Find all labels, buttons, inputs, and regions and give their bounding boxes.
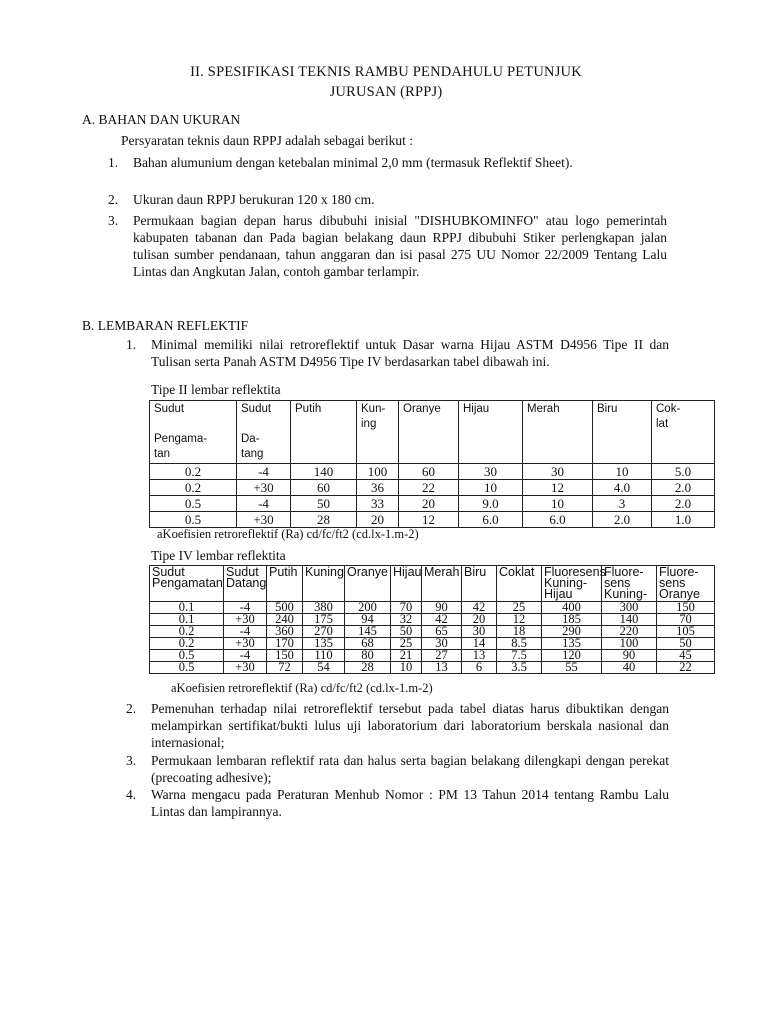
table-cell: 360 <box>267 626 303 638</box>
table-cell: 7.5 <box>497 650 542 662</box>
table-cell: 25 <box>391 638 422 650</box>
section-b-heading: B. LEMBARAN REFLEKTIF <box>82 318 249 333</box>
table-cell: 0.2 <box>150 638 224 650</box>
table-cell: +30 <box>224 638 267 650</box>
table-cell: 28 <box>291 512 357 528</box>
table-cell: 140 <box>602 614 657 626</box>
table-cell: 90 <box>602 650 657 662</box>
table-cell: 10 <box>391 662 422 674</box>
table-cell: 45 <box>657 650 715 662</box>
table-cell: 30 <box>462 626 497 638</box>
table-cell: 100 <box>357 464 399 480</box>
table-cell: 105 <box>657 626 715 638</box>
table2-footnote: aKoefisien retroreflektif (Ra) cd/fc/ft2 (cd.lx-1.m-2) <box>171 681 433 695</box>
item-a3-number: 3. <box>108 213 119 228</box>
table1-footnote: aKoefisien retroreflektif (Ra) cd/fc/ft2 (cd.lx-1.m-2) <box>157 527 419 541</box>
table2-header-cell: Sudut Datang <box>224 566 267 602</box>
table-cell: 0.1 <box>150 614 224 626</box>
table-cell: 40 <box>602 662 657 674</box>
table1-header-cell: Cok- lat <box>652 401 715 464</box>
item-a1-text: Bahan alumunium dengan ketebalan minimal 2,0 mm (termasuk Reflektif Sheet). <box>133 155 573 170</box>
title-line-1: II. SPESIFIKASI TEKNIS RAMBU PENDAHULU PETUNJUK <box>190 64 582 80</box>
item-b3-text: Permukaan lembaran reflektif rata dan halus serta bagian belakang dilengkapi dengan perekat (precoating adhesive); <box>151 753 669 785</box>
item-a2-text: Ukuran daun RPPJ berukuran 120 x 180 cm. <box>133 192 375 207</box>
table-cell: 8.5 <box>497 638 542 650</box>
table-cell: 33 <box>357 496 399 512</box>
table2-header-cell: Sudut Pengamatan <box>150 566 224 602</box>
table-cell: 6.0 <box>523 512 593 528</box>
table-cell: 240 <box>267 614 303 626</box>
table-cell: 36 <box>357 480 399 496</box>
table-cell: 140 <box>291 464 357 480</box>
table-cell: 150 <box>657 602 715 614</box>
table-row <box>150 496 715 512</box>
table-cell: 42 <box>422 614 462 626</box>
tipe-ii-table <box>149 400 715 528</box>
section-a-heading: A. BAHAN DAN UKURAN <box>82 112 241 127</box>
table-cell: 380 <box>303 602 345 614</box>
table-cell: 20 <box>399 496 459 512</box>
table-cell: 145 <box>345 626 391 638</box>
table-cell: 290 <box>542 626 602 638</box>
table-cell: 30 <box>459 464 523 480</box>
table-cell: -4 <box>224 626 267 638</box>
page-title <box>80 62 692 102</box>
table-cell: 0.2 <box>150 464 237 480</box>
table-cell: 27 <box>422 650 462 662</box>
item-a2-number: 2. <box>108 192 119 207</box>
table-cell: 25 <box>497 602 542 614</box>
table-cell: 5.0 <box>652 464 715 480</box>
table2-header-cell: Oranye <box>345 566 391 602</box>
table2-caption: Tipe IV lembar reflektita <box>151 548 286 563</box>
table-cell: +30 <box>237 512 291 528</box>
table-cell: 70 <box>657 614 715 626</box>
table-cell: 6 <box>462 662 497 674</box>
table1-header-cell: Hijau <box>459 401 523 464</box>
table-cell: 12 <box>497 614 542 626</box>
table-cell: 94 <box>345 614 391 626</box>
table-cell: -4 <box>224 602 267 614</box>
table-cell: -4 <box>237 464 291 480</box>
table-row <box>150 464 715 480</box>
table1-header-cell: Sudut Pengama- tan <box>150 401 237 464</box>
table1-header-cell: Sudut Da- tang <box>237 401 291 464</box>
table-cell: 22 <box>657 662 715 674</box>
table-cell: 400 <box>542 602 602 614</box>
table-cell: 2.0 <box>593 512 652 528</box>
table-cell: 12 <box>523 480 593 496</box>
table-cell: 1.0 <box>652 512 715 528</box>
section-a-intro: Persyaratan teknis daun RPPJ adalah sebagai berikut : <box>121 133 414 148</box>
table1-header-cell: Putih <box>291 401 357 464</box>
table-cell: 135 <box>303 638 345 650</box>
table-cell: -4 <box>224 650 267 662</box>
table-cell: 170 <box>267 638 303 650</box>
table-cell: 90 <box>422 602 462 614</box>
item-b1-number: 1. <box>126 337 137 352</box>
table-cell: 270 <box>303 626 345 638</box>
table-cell: 185 <box>542 614 602 626</box>
table-cell: 30 <box>422 638 462 650</box>
item-a1-number: 1. <box>108 155 119 170</box>
table-row <box>150 480 715 496</box>
table-cell: 0.5 <box>150 496 237 512</box>
table-cell: 20 <box>462 614 497 626</box>
table-cell: 68 <box>345 638 391 650</box>
table-cell: 10 <box>593 464 652 480</box>
table-cell: 0.2 <box>150 626 224 638</box>
table2-header-cell: Fluore- sens Kuning- <box>602 566 657 602</box>
table-cell: 135 <box>542 638 602 650</box>
table-cell: 28 <box>345 662 391 674</box>
table-cell: 0.1 <box>150 602 224 614</box>
table-cell: 0.5 <box>150 662 224 674</box>
table-cell: 100 <box>602 638 657 650</box>
table-cell: 110 <box>303 650 345 662</box>
table-cell: 220 <box>602 626 657 638</box>
table-cell: 3 <box>593 496 652 512</box>
item-b3-number: 3. <box>126 753 137 768</box>
table-cell: 80 <box>345 650 391 662</box>
item-a3-text: Permukaan bagian depan harus dibubuhi inisial "DISHUBKOMINFO" atau logo pemerintah kabupaten tabanan dan Pada bagian belakang daun RPPJ dibubuhi Stiker perlengkapan jalan tulisan sumber pendanaan, tahun anggaran dan isi pasal 275 UU Nomor 22/2009 Tentang Lalu Lintas dan Angkutan Jalan, contoh gambar terlampir. <box>133 213 667 279</box>
table-cell: 21 <box>391 650 422 662</box>
table-cell: 50 <box>657 638 715 650</box>
table-cell: 72 <box>267 662 303 674</box>
table1-header-cell: Oranye <box>399 401 459 464</box>
item-b2-text: Pemenuhan terhadap nilai retroreflektif tersebut pada tabel diatas harus dibuktikan dengan melampirkan sertifikat/bukti lulus uji laboratorium dari laboratorium berskala nasional dan internasional; <box>151 701 669 750</box>
table-cell: 55 <box>542 662 602 674</box>
table-cell: 300 <box>602 602 657 614</box>
table1-header-cell: Merah <box>523 401 593 464</box>
table2-header-cell: Fluoresens Kuning- Hijau <box>542 566 602 602</box>
table-cell: 4.0 <box>593 480 652 496</box>
table-cell: 200 <box>345 602 391 614</box>
table-cell: 120 <box>542 650 602 662</box>
table-cell: 3.5 <box>497 662 542 674</box>
table1-caption: Tipe II lembar reflektita <box>151 382 281 397</box>
table-cell: 0.2 <box>150 480 237 496</box>
table2-header-cell: Coklat <box>497 566 542 602</box>
table-cell: 10 <box>523 496 593 512</box>
table2-header-cell: Kuning <box>303 566 345 602</box>
table-cell: 9.0 <box>459 496 523 512</box>
table-cell: 0.5 <box>150 650 224 662</box>
table-cell: 150 <box>267 650 303 662</box>
table1-header-row <box>150 401 715 464</box>
table-cell: 12 <box>399 512 459 528</box>
table2-header-cell: Fluore- sens Oranye <box>657 566 715 602</box>
table-cell: 20 <box>357 512 399 528</box>
item-b4-number: 4. <box>126 787 137 802</box>
title-line-2: JURUSAN (RPPJ) <box>329 84 443 100</box>
table-cell: 500 <box>267 602 303 614</box>
table1-header-cell: Biru <box>593 401 652 464</box>
table-cell: 54 <box>303 662 345 674</box>
table2-header-cell: Merah <box>422 566 462 602</box>
table-cell: 65 <box>422 626 462 638</box>
table2-header-cell: Biru <box>462 566 497 602</box>
table-cell: 13 <box>422 662 462 674</box>
item-b4-text: Warna mengacu pada Peraturan Menhub Nomor : PM 13 Tahun 2014 tentang Rambu Lalu Lintas dan lampirannya. <box>151 787 669 819</box>
table1-header-cell: Kun- ing <box>357 401 399 464</box>
table-cell: 6.0 <box>459 512 523 528</box>
table-cell: +30 <box>237 480 291 496</box>
table-cell: +30 <box>224 614 267 626</box>
item-b2-number: 2. <box>126 701 137 716</box>
table-cell: 60 <box>291 480 357 496</box>
table-cell: 14 <box>462 638 497 650</box>
table-cell: 32 <box>391 614 422 626</box>
table-cell: 10 <box>459 480 523 496</box>
table-cell: +30 <box>224 662 267 674</box>
table-cell: 13 <box>462 650 497 662</box>
table-row <box>150 662 715 674</box>
table-cell: 2.0 <box>652 496 715 512</box>
table-cell: 22 <box>399 480 459 496</box>
table-cell: 50 <box>291 496 357 512</box>
tipe-iv-table <box>149 565 715 674</box>
table-cell: 60 <box>399 464 459 480</box>
table-cell: 70 <box>391 602 422 614</box>
table-cell: -4 <box>237 496 291 512</box>
table-cell: 0.5 <box>150 512 237 528</box>
table-cell: 18 <box>497 626 542 638</box>
table2-header-cell: Putih <box>267 566 303 602</box>
table-cell: 2.0 <box>652 480 715 496</box>
table-cell: 42 <box>462 602 497 614</box>
table2-header-cell: Hijau <box>391 566 422 602</box>
table2-header-row <box>150 566 715 602</box>
table-cell: 175 <box>303 614 345 626</box>
table-cell: 30 <box>523 464 593 480</box>
item-b1-text: Minimal memiliki nilai retroreflektif untuk Dasar warna Hijau ASTM D4956 Tipe II dan Tulisan serta Panah ASTM D4956 Tipe IV berdasarkan tabel dibawah ini. <box>151 337 669 369</box>
table-cell: 50 <box>391 626 422 638</box>
